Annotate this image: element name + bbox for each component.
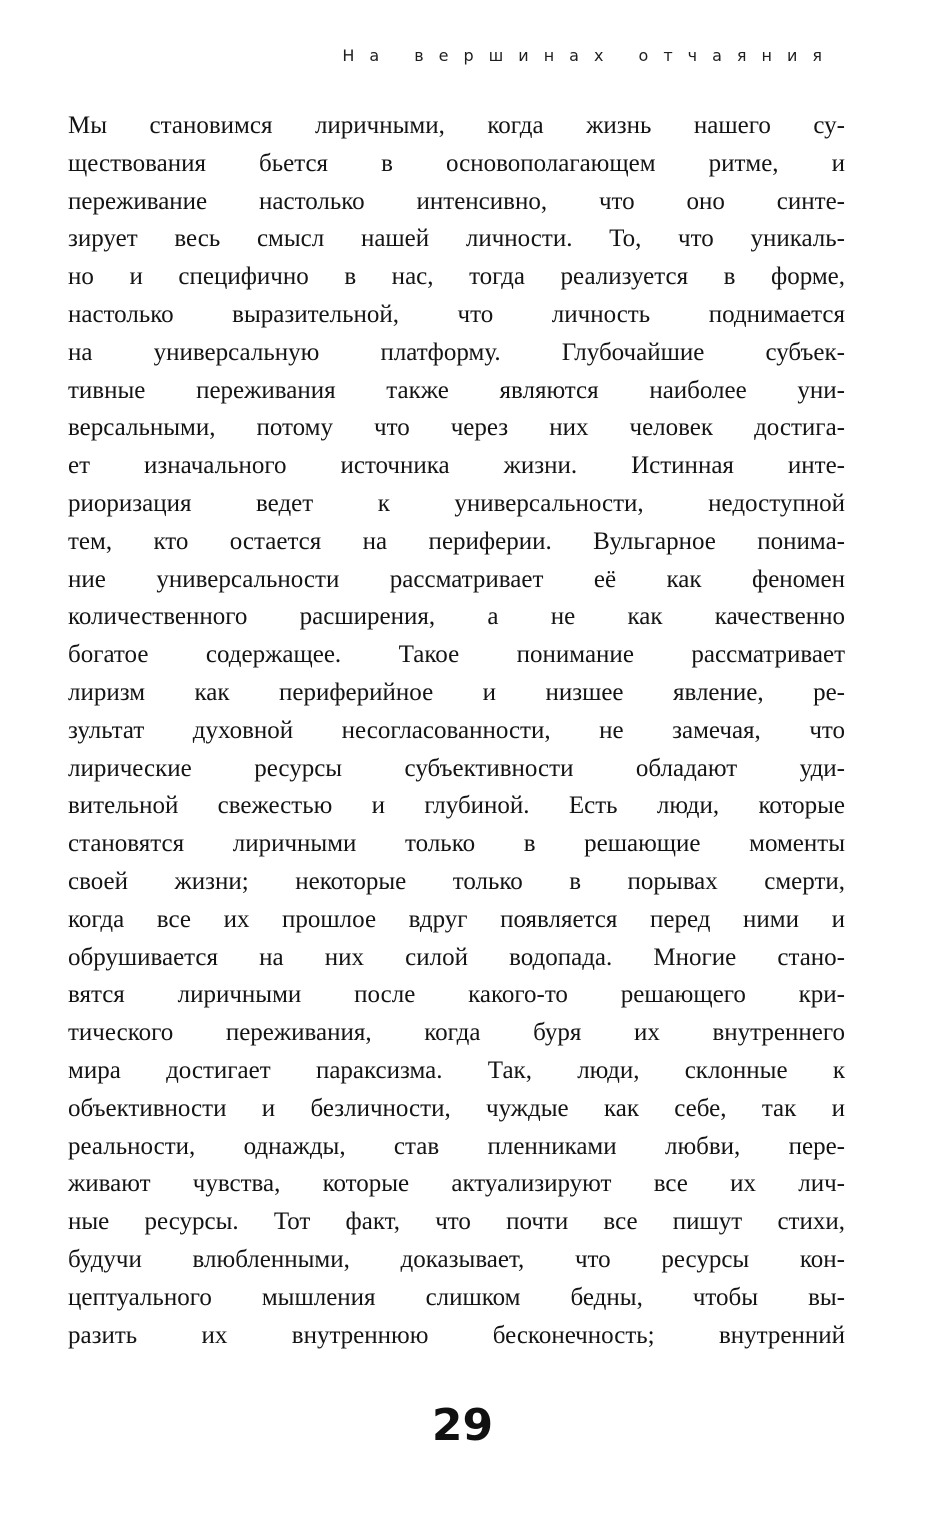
text-line: вительной свежестью и глубиной. Есть люди, которые bbox=[68, 792, 845, 820]
text-line: мира достигает параксизма. Так, люди, склонные к bbox=[68, 1056, 845, 1084]
text-line: риоризация ведет к универсальности, недоступной bbox=[68, 489, 845, 517]
page-number: 29 bbox=[431, 1400, 494, 1451]
running-head: На вершинах отчаяния bbox=[342, 46, 837, 65]
text-line: становятся лиричными только в решающие моменты bbox=[68, 830, 845, 858]
text-line: ет изначального источника жизни. Истинная инте- bbox=[68, 452, 845, 480]
text-line: ние универсальности рассматривает её как феномен bbox=[68, 565, 845, 593]
text-line: зирует весь смысл нашей личности. То, что уникаль- bbox=[68, 225, 845, 253]
text-line: реальности, однажды, став пленниками любви, пере- bbox=[68, 1132, 845, 1160]
text-line: лирические ресурсы субъективности обладают уди- bbox=[68, 754, 845, 782]
text-line: будучи влюбленными, доказывает, что ресурсы кон- bbox=[68, 1245, 845, 1273]
text-line: зультат духовной несогласованности, не замечая, что bbox=[68, 716, 845, 744]
text-line: настолько выразительной, что личность поднимается bbox=[68, 300, 845, 328]
text-line: Мы становимся лиричными, когда жизнь нашего су- bbox=[68, 112, 845, 139]
text-line: разить их внутреннюю бесконечность; внутренний bbox=[68, 1321, 845, 1349]
text-line: богатое содержащее. Такое понимание рассматривает bbox=[68, 641, 845, 669]
text-line: когда все их прошлое вдруг появляется перед ними и bbox=[68, 905, 845, 933]
body-text bbox=[68, 107, 845, 1354]
text-line: ные ресурсы. Тот факт, что почти все пишут стихи, bbox=[68, 1208, 845, 1236]
text-line: версальными, потому что через них человек достига- bbox=[68, 414, 845, 442]
text-line: но и специфично в нас, тогда реализуется в форме, bbox=[68, 263, 845, 291]
text-line: на универсальную платформу. Глубочайшие субъек- bbox=[68, 338, 845, 366]
text-line: тем, кто остается на периферии. Вульгарное понима- bbox=[68, 527, 845, 555]
text-line: объективности и безличности, чуждые как себе, так и bbox=[68, 1094, 845, 1122]
text-line: вятся лиричными после какого-то решающего кри- bbox=[68, 981, 845, 1009]
text-line: ществования бьется в основополагающем ритме, и bbox=[68, 149, 845, 177]
text-line: тивные переживания также являются наиболее уни- bbox=[68, 376, 845, 404]
text-line: переживание настолько интенсивно, что оно синте- bbox=[68, 187, 845, 215]
text-line: своей жизни; некоторые только в порывах смерти, bbox=[68, 867, 845, 895]
text-line: обрушивается на них силой водопада. Многие стано- bbox=[68, 943, 845, 971]
text-line: тического переживания, когда буря их внутреннего bbox=[68, 1019, 845, 1047]
text-line: цептуального мышления слишком бедны, чтобы вы- bbox=[68, 1283, 845, 1311]
text-line: лиризм как периферийное и низшее явление, ре- bbox=[68, 678, 845, 706]
text-line: количественного расширения, а не как качественно bbox=[68, 603, 845, 631]
text-line: живают чувства, которые актуализируют все их лич- bbox=[68, 1170, 845, 1198]
